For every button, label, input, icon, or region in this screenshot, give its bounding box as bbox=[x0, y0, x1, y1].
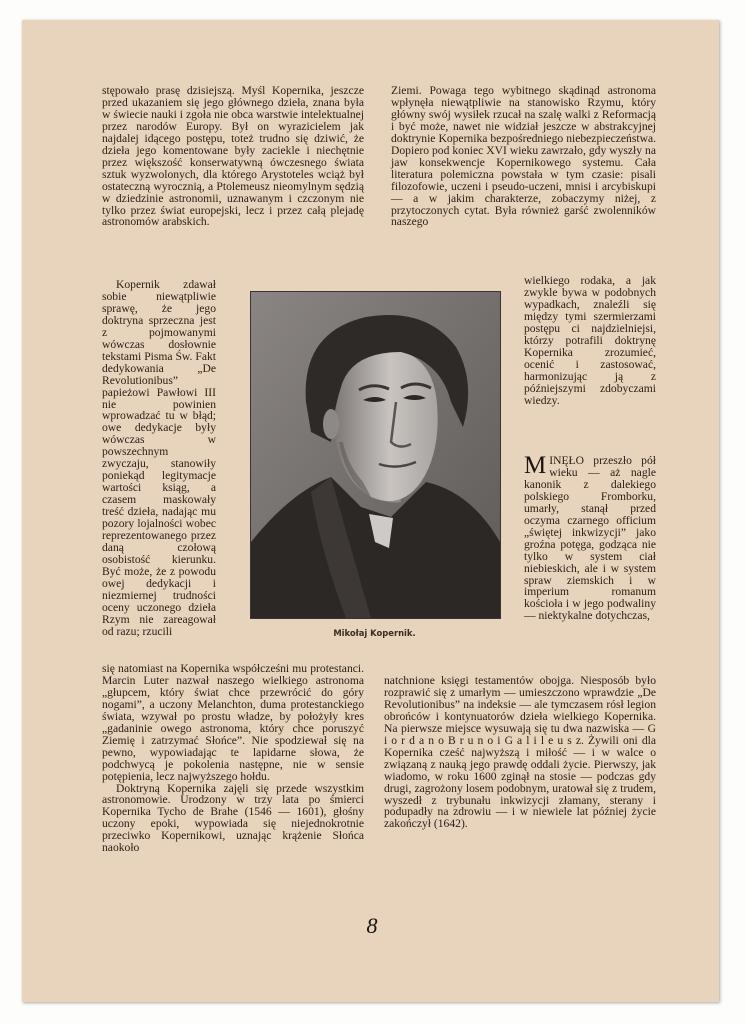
right-column-bottom bbox=[384, 675, 656, 830]
right-column-wrap-1 bbox=[524, 275, 656, 406]
paragraph: wielkiego rodaka, a jak zwykle bywa w podobnych wypadkach, znaleźli się między tymi szermierzami postępu ci najdzielniejsi, którzy potrafili doktrynę Kopernika zrozumieć, ocenić i zastosować, harmonizując ją z późniejszymi zdobyczami wiedzy. bbox=[524, 274, 656, 407]
portrait-image bbox=[250, 291, 501, 619]
page-sheet bbox=[22, 20, 719, 1002]
portrait-caption: Mikołaj Kopernik. bbox=[333, 628, 416, 638]
paragraph: Kopernik zdawał sobie niewątpliwie sprawę, że jego doktryna sprzeczna jest z pojmowanymi wówczas dosłownie tekstami Pisma Św. Fakt dedykowania „De Revolutionibus” papieżowi Pawłowi III nie powinien wprowadzać tu w błąd; owe dedykacje były wówczas w powszechnym zwyczaju, stanowiły poniekąd legitymacje wartości ksiąg, a czasem maskowały treść dzieła, nadając mu pozory lojalności wobec reprezentowanego przez daną czołową osobistość kierunku. Być może, że z powodu owej dedykacji i niezmiernej trudności oceny uczonego dzieła Rzym nie zareagował od razu; rzucili bbox=[102, 278, 216, 638]
right-column-wrap-2 bbox=[524, 452, 656, 623]
paragraph: natchnione księgi testamentów obojga. Niesposób było rozprawić się z umarłym — umieszczono wprawdzie „De Revolutionibus” na indeksie — ale tymczasem rósł legion obrońców i kontynuatorów dzieła wielkiego Kopernika. Na pierwsze miejsce wysuwają się tu dwa nazwiska — G i o r d a n o B r u n o i G a l i l e u s z. Żywili oni dla Kopernika cześć najwyższą i miłość — i w walce o związaną z nauką jego prawdę oddali życie. Pierwszy, jak wiadomo, w roku 1600 zginął na stosie — podczas gdy drugi, zagrożony losem podobnym, uratował się z trudem, wyszedł z trybunału inkwizycji złamany, sterany i podupadły na zdrowiu — i w niewiele lat później życie zakończył (1642). bbox=[384, 674, 656, 831]
paragraph bbox=[524, 452, 656, 623]
left-column-wrap bbox=[102, 279, 216, 638]
drop-cap: M bbox=[524, 452, 547, 479]
paragraph: się natomiast na Kopernika współcześni mu protestanci. Marcin Luter nazwał naszego wielkiego astronoma „głupcem, który świat chce przewrócić do góry nogami”, a uczony Melanchton, duma protestanckiego świata, wzywał po prostu władze, by położyły kres „gadaninie owego astronoma, który chce poruszyć Ziemię i zatrzymać Słońce”. Nie spodziewał się na pewno, wypowiadając te lapidarne słowa, że podchwycą je pokolenia następne, nie w sensie potępienia, lecz najwyższego hołdu. bbox=[102, 662, 364, 783]
paragraph: Doktryną Kopernika zajęli się przede wszystkim astronomowie. Urodzony w trzy lata po śmierci Kopernika Tycho de Brahe (1546 — 1601), głośny uczony epoki, wypowiada się niejednokrotnie przeciwko Kopernikowi, uznając krążenie Słońca naokoło bbox=[102, 781, 364, 855]
left-column-bottom bbox=[102, 663, 364, 854]
left-column-top bbox=[102, 85, 364, 228]
paragraph-text: INĘŁO przeszło pół wieku — aż nagle kanonik z dalekiego polskiego Fromborku, umarły, stanął przed oczyma czarnego officium „świętej inkwizycji” jako groźna potęga, godząca nie tylko w system ciał niebieskich, ale i w system spraw ziemskich i w imperium romanum kościoła i w jego podwaliny — niektykalne dotychczas, bbox=[524, 454, 656, 623]
paragraph: Ziemi. Powaga tego wybitnego skądinąd astronoma wpłynęła niewątpliwie na stanowisko Rzymu, który główny swój wysiłek rzucał na szalę walki z Reformacją i być może, nawet nie widział jeszcze w abstrakcyjnej doktrynie Kopernika bezpośredniego niebezpieczeństwa. Dopiero pod koniec XVI wieku zawrzało, gdy wyszły na jaw konsekwencje Kopernikowego systemu. Cała literatura polemiczna powstała w tym czasie: pisali filozofowie, uczeni i pseudo-uczeni, mnisi i arcybiskupi — a w jakim charakterze, zobaczymy niżej, z przytoczonych cytat. Była również garść zwolenników naszego bbox=[391, 84, 656, 229]
page-number: 8 bbox=[366, 913, 378, 938]
right-column-top bbox=[391, 85, 656, 228]
paragraph: stępowało prasę dzisiejszą. Myśl Kopernika, jeszcze przed ukazaniem się jego głównego dzieła, znana była w świecie nauki i zgoła nie obca warstwie intelektualnej przez narodów Europy. Był on wyrazicielem jak najdalej idącego postępu, toteż trudno się dziwić, że dzieła jego komentowane były zaciekle i niechętnie przez większość konserwatywną ówczesnego świata sztuk wyzwolonych, dla którego Arystoteles wciąż był ostateczną wyrocznią, a Ptolemeusz nieomylnym sędzią w dziedzinie astronomii, uznawanym i czczonym nie tylko przez świat europejski, lecz i przez całą plejadę astronomów arabskich. bbox=[102, 84, 364, 229]
